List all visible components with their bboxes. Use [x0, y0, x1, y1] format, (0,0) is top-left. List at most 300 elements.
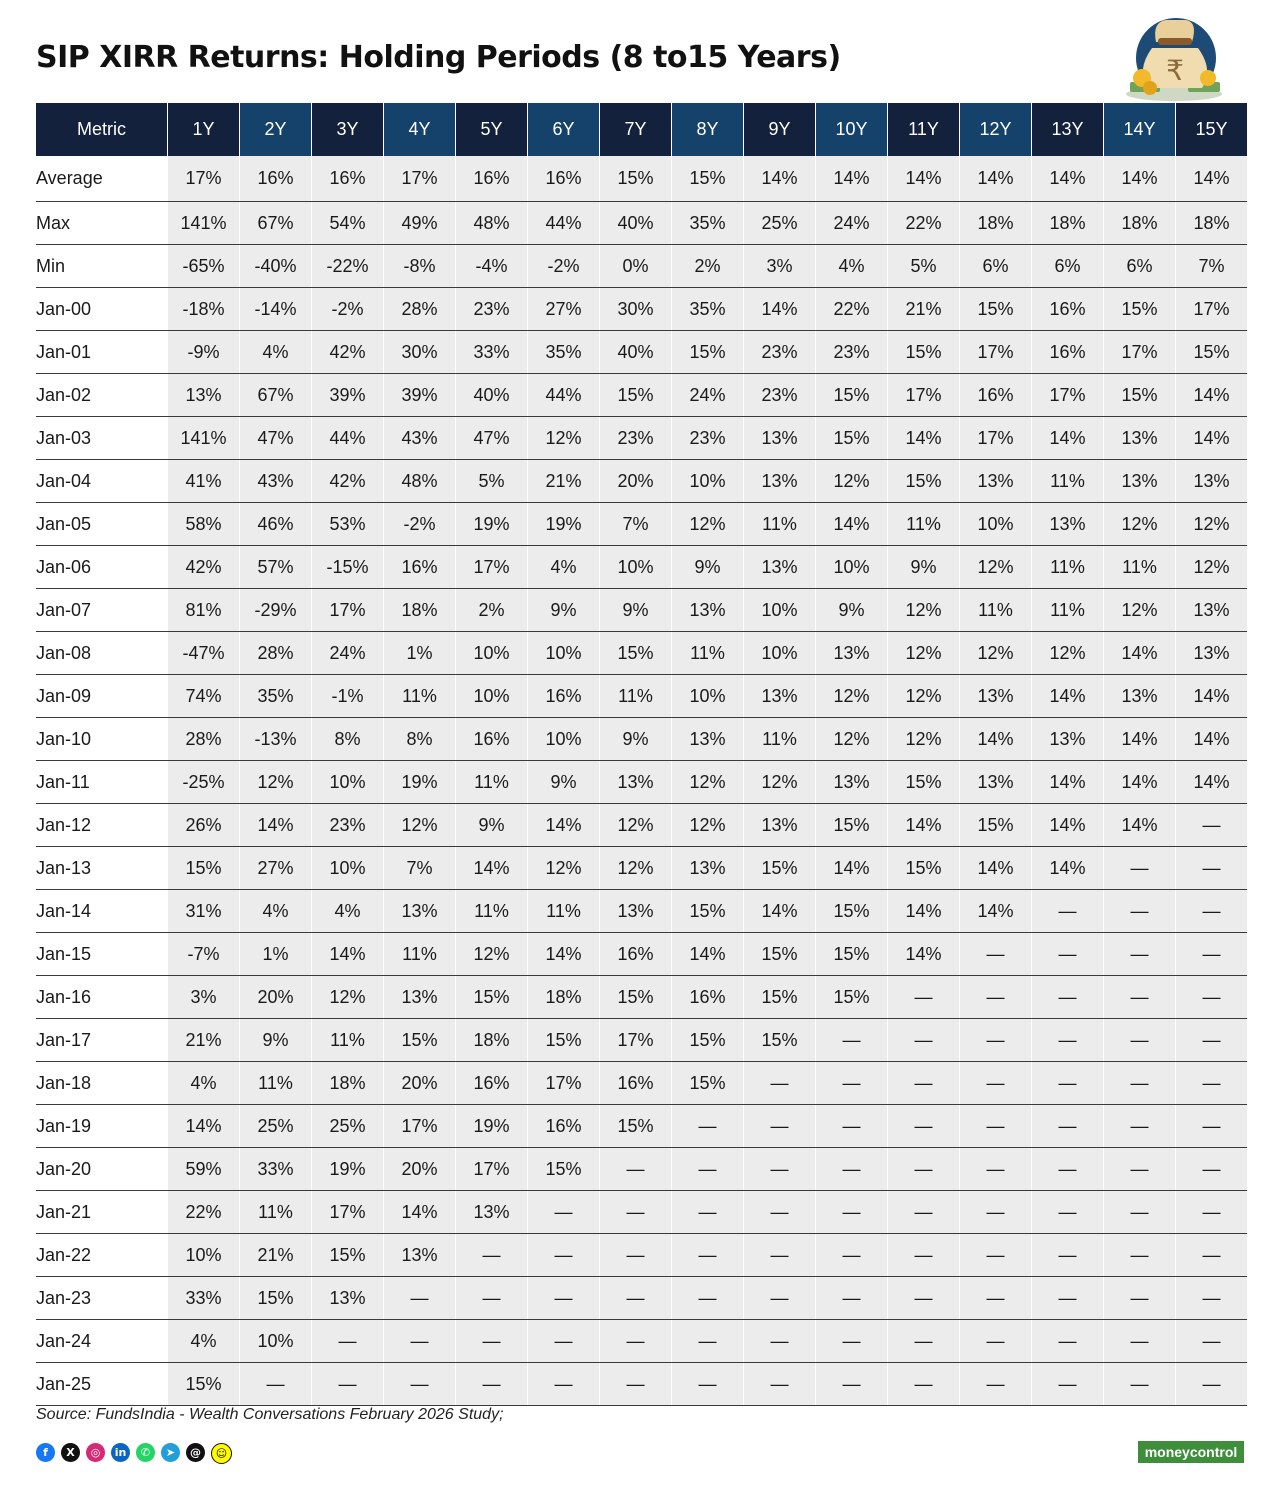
table-cell: 13% — [384, 1234, 456, 1277]
table-cell: 7% — [600, 503, 672, 546]
table-cell: 43% — [384, 417, 456, 460]
table-cell: 16% — [600, 1062, 672, 1105]
table-cell: — — [816, 1234, 888, 1277]
table-row — [36, 632, 1247, 675]
table-cell: — — [744, 1148, 816, 1191]
table-cell: 48% — [456, 202, 528, 245]
table-cell: 15% — [888, 331, 960, 374]
table-cell: 23% — [816, 331, 888, 374]
table-cell: 17% — [312, 1191, 384, 1234]
table-cell: 4% — [816, 245, 888, 288]
table-cell: 18% — [312, 1062, 384, 1105]
column-header-metric: Metric — [36, 103, 168, 156]
row-label: Jan-03 — [36, 417, 168, 460]
table-cell: — — [960, 1191, 1032, 1234]
table-cell: -18% — [168, 288, 240, 331]
table-cell: 11% — [1032, 589, 1104, 632]
table-cell: -2% — [312, 288, 384, 331]
table-cell: 15% — [1176, 331, 1248, 374]
table-cell: 18% — [1104, 202, 1176, 245]
table-cell: 3% — [744, 245, 816, 288]
table-cell: — — [456, 1277, 528, 1320]
table-cell: — — [888, 1191, 960, 1234]
table-row — [36, 1277, 1247, 1320]
table-cell: 14% — [744, 156, 816, 202]
table-cell: 11% — [456, 761, 528, 804]
table-cell: — — [888, 1363, 960, 1406]
row-label: Jan-19 — [36, 1105, 168, 1148]
table-cell: 46% — [240, 503, 312, 546]
table-cell: 14% — [1032, 847, 1104, 890]
table-cell: 20% — [384, 1062, 456, 1105]
table-cell: 44% — [528, 202, 600, 245]
table-cell: — — [1176, 804, 1248, 847]
table-cell: 13% — [960, 675, 1032, 718]
table-cell: 24% — [672, 374, 744, 417]
table-cell: 35% — [240, 675, 312, 718]
table-cell: 13% — [168, 374, 240, 417]
instagram-icon[interactable]: ◎ — [86, 1443, 105, 1462]
table-cell: 81% — [168, 589, 240, 632]
table-cell: — — [816, 1019, 888, 1062]
table-cell: — — [312, 1363, 384, 1406]
table-cell: 9% — [528, 761, 600, 804]
column-header-5y: 5Y — [456, 103, 528, 156]
table-cell: 42% — [312, 331, 384, 374]
table-cell: 0% — [600, 245, 672, 288]
table-cell: 17% — [600, 1019, 672, 1062]
table-cell: 5% — [888, 245, 960, 288]
table-cell: 14% — [312, 933, 384, 976]
table-cell: 13% — [1104, 417, 1176, 460]
row-label: Jan-24 — [36, 1320, 168, 1363]
table-cell: — — [1032, 890, 1104, 933]
row-label: Jan-10 — [36, 718, 168, 761]
table-cell: 19% — [312, 1148, 384, 1191]
table-row — [36, 675, 1247, 718]
table-cell: -15% — [312, 546, 384, 589]
table-cell: 30% — [384, 331, 456, 374]
table-cell: 14% — [384, 1191, 456, 1234]
table-cell: 23% — [600, 417, 672, 460]
table-cell: — — [1104, 933, 1176, 976]
table-cell: 26% — [168, 804, 240, 847]
table-cell: 27% — [240, 847, 312, 890]
table-cell: — — [1176, 933, 1248, 976]
table-cell: 10% — [456, 675, 528, 718]
table-cell: — — [744, 1320, 816, 1363]
table-cell: — — [816, 1148, 888, 1191]
table-cell: 14% — [1176, 156, 1248, 202]
table-cell: 17% — [456, 1148, 528, 1191]
table-cell: 15% — [528, 1019, 600, 1062]
table-cell: — — [888, 1277, 960, 1320]
table-cell: 49% — [384, 202, 456, 245]
table-cell: 24% — [816, 202, 888, 245]
table-cell: 17% — [1176, 288, 1248, 331]
table-row — [36, 761, 1247, 804]
table-cell: 13% — [816, 761, 888, 804]
table-cell: 13% — [1032, 503, 1104, 546]
table-cell: 12% — [600, 847, 672, 890]
row-label: Average — [36, 156, 168, 202]
table-cell: 30% — [600, 288, 672, 331]
table-cell: 12% — [888, 589, 960, 632]
table-cell: 19% — [528, 503, 600, 546]
table-cell: 11% — [960, 589, 1032, 632]
table-cell: — — [240, 1363, 312, 1406]
table-cell: 16% — [312, 156, 384, 202]
table-cell: 15% — [600, 976, 672, 1019]
table-cell: 39% — [384, 374, 456, 417]
table-cell: 16% — [600, 933, 672, 976]
table-cell: — — [744, 1277, 816, 1320]
row-label: Jan-00 — [36, 288, 168, 331]
table-cell: 13% — [672, 589, 744, 632]
moneycontrol-logo: moneycontrol — [1138, 1441, 1244, 1463]
table-cell: -47% — [168, 632, 240, 675]
table-cell: 2% — [672, 245, 744, 288]
table-cell: — — [744, 1234, 816, 1277]
table-cell: 15% — [888, 847, 960, 890]
table-cell: 16% — [240, 156, 312, 202]
table-cell: 11% — [744, 718, 816, 761]
table-cell: 28% — [168, 718, 240, 761]
table-cell: 14% — [816, 156, 888, 202]
whatsapp-icon[interactable]: ✆ — [136, 1443, 155, 1462]
table-cell: 40% — [600, 331, 672, 374]
row-label: Jan-20 — [36, 1148, 168, 1191]
table-cell: — — [888, 1062, 960, 1105]
table-cell: 10% — [240, 1320, 312, 1363]
table-cell: 12% — [816, 718, 888, 761]
table-cell: — — [600, 1363, 672, 1406]
table-cell: 13% — [960, 460, 1032, 503]
table-cell: 15% — [384, 1019, 456, 1062]
table-cell: — — [528, 1234, 600, 1277]
table-cell: 15% — [960, 288, 1032, 331]
row-label: Jan-14 — [36, 890, 168, 933]
table-cell: 15% — [960, 804, 1032, 847]
table-cell: 15% — [600, 156, 672, 202]
column-header-14y: 14Y — [1104, 103, 1176, 156]
table-cell: — — [960, 1062, 1032, 1105]
table-cell: — — [960, 1148, 1032, 1191]
table-cell: 11% — [312, 1019, 384, 1062]
table-cell: 16% — [1032, 331, 1104, 374]
table-row — [36, 976, 1247, 1019]
row-label: Jan-23 — [36, 1277, 168, 1320]
table-cell: 14% — [1032, 761, 1104, 804]
column-header-12y: 12Y — [960, 103, 1032, 156]
table-cell: 141% — [168, 417, 240, 460]
telegram-icon[interactable]: ➤ — [161, 1443, 180, 1462]
table-cell: 15% — [168, 847, 240, 890]
table-cell: — — [528, 1277, 600, 1320]
table-cell: 53% — [312, 503, 384, 546]
table-cell: 12% — [744, 761, 816, 804]
table-cell: — — [888, 1019, 960, 1062]
table-cell: 59% — [168, 1148, 240, 1191]
table-cell: -1% — [312, 675, 384, 718]
table-cell: — — [888, 1320, 960, 1363]
column-header-4y: 4Y — [384, 103, 456, 156]
table-cell: 57% — [240, 546, 312, 589]
table-cell: -2% — [384, 503, 456, 546]
row-label: Jan-09 — [36, 675, 168, 718]
table-cell: — — [1176, 1191, 1248, 1234]
table-cell: 12% — [1104, 589, 1176, 632]
table-cell: 5% — [456, 460, 528, 503]
row-label: Jan-04 — [36, 460, 168, 503]
table-row — [36, 1234, 1247, 1277]
table-cell: 17% — [1104, 331, 1176, 374]
table-row — [36, 1148, 1247, 1191]
table-cell: 14% — [1176, 718, 1248, 761]
table-cell: — — [1176, 847, 1248, 890]
table-cell: — — [384, 1277, 456, 1320]
table-cell: 14% — [672, 933, 744, 976]
table-cell: — — [744, 1191, 816, 1234]
table-cell: 4% — [168, 1320, 240, 1363]
table-cell: 21% — [528, 460, 600, 503]
table-cell: 14% — [1104, 761, 1176, 804]
table-cell: — — [888, 976, 960, 1019]
table-cell: 15% — [744, 1019, 816, 1062]
table-cell: 14% — [744, 890, 816, 933]
table-cell: 9% — [456, 804, 528, 847]
table-cell: — — [1032, 976, 1104, 1019]
table-cell: 12% — [816, 675, 888, 718]
table-cell: 15% — [672, 890, 744, 933]
row-label: Min — [36, 245, 168, 288]
table-cell: 12% — [1032, 632, 1104, 675]
table-cell: 44% — [312, 417, 384, 460]
table-cell: -22% — [312, 245, 384, 288]
table-cell: -13% — [240, 718, 312, 761]
column-header-13y: 13Y — [1032, 103, 1104, 156]
table-cell: — — [744, 1363, 816, 1406]
table-cell: 12% — [456, 933, 528, 976]
table-cell: 23% — [744, 331, 816, 374]
table-cell: 25% — [744, 202, 816, 245]
table-cell: 12% — [1176, 503, 1248, 546]
table-cell: 17% — [312, 589, 384, 632]
row-label: Jan-21 — [36, 1191, 168, 1234]
table-cell: 41% — [168, 460, 240, 503]
table-cell: 14% — [1032, 417, 1104, 460]
table-cell: 17% — [384, 156, 456, 202]
table-cell: 23% — [744, 374, 816, 417]
table-cell: — — [1032, 1062, 1104, 1105]
table-cell: 6% — [1104, 245, 1176, 288]
table-cell: 25% — [240, 1105, 312, 1148]
table-cell: 14% — [528, 933, 600, 976]
table-cell: 15% — [744, 847, 816, 890]
sip-xirr-table — [36, 103, 1247, 1406]
page-title: SIP XIRR Returns: Holding Periods (8 to15 Years) — [36, 40, 841, 75]
table-cell: 14% — [1104, 804, 1176, 847]
table-cell: — — [1176, 890, 1248, 933]
row-label: Jan-11 — [36, 761, 168, 804]
table-cell: 13% — [600, 761, 672, 804]
table-cell: 13% — [744, 460, 816, 503]
table-cell: 15% — [816, 374, 888, 417]
table-cell: 20% — [384, 1148, 456, 1191]
table-cell: 14% — [1176, 761, 1248, 804]
table-cell: 16% — [456, 1062, 528, 1105]
table-cell: -40% — [240, 245, 312, 288]
table-cell: 11% — [744, 503, 816, 546]
table-cell: 12% — [528, 847, 600, 890]
table-cell: 17% — [1032, 374, 1104, 417]
table-row — [36, 1191, 1247, 1234]
table-cell: -14% — [240, 288, 312, 331]
table-cell: 23% — [456, 288, 528, 331]
table-cell: 6% — [960, 245, 1032, 288]
table-cell: 14% — [816, 847, 888, 890]
table-cell: 14% — [960, 156, 1032, 202]
table-cell: 14% — [888, 933, 960, 976]
row-label: Jan-18 — [36, 1062, 168, 1105]
table-cell: — — [1104, 890, 1176, 933]
table-cell: 10% — [528, 632, 600, 675]
table-cell: — — [960, 976, 1032, 1019]
table-cell: — — [960, 1320, 1032, 1363]
table-cell: — — [384, 1320, 456, 1363]
table-cell: — — [744, 1062, 816, 1105]
table-cell: 7% — [1176, 245, 1248, 288]
linkedin-icon[interactable]: in — [111, 1443, 130, 1462]
table-cell: 15% — [816, 804, 888, 847]
table-cell: 10% — [600, 546, 672, 589]
table-cell: — — [1176, 1234, 1248, 1277]
table-cell: 35% — [672, 288, 744, 331]
table-cell: — — [600, 1191, 672, 1234]
table-cell: 33% — [456, 331, 528, 374]
table-cell: 42% — [168, 546, 240, 589]
table-cell: — — [528, 1320, 600, 1363]
table-cell: 47% — [456, 417, 528, 460]
table-cell: 7% — [384, 847, 456, 890]
table-cell: — — [312, 1320, 384, 1363]
table-row — [36, 847, 1247, 890]
table-cell: 3% — [168, 976, 240, 1019]
table-cell: 16% — [528, 1105, 600, 1148]
table-cell: 13% — [744, 546, 816, 589]
table-cell: 18% — [960, 202, 1032, 245]
row-label: Jan-25 — [36, 1363, 168, 1406]
row-label: Jan-01 — [36, 331, 168, 374]
table-cell: 13% — [744, 675, 816, 718]
table-cell: 11% — [384, 675, 456, 718]
table-cell: 16% — [456, 718, 528, 761]
table-cell: -65% — [168, 245, 240, 288]
snapchat-icon[interactable]: ☺ — [211, 1443, 232, 1464]
table-cell: — — [816, 1105, 888, 1148]
facebook-icon[interactable]: f — [36, 1443, 55, 1462]
table-cell: 15% — [240, 1277, 312, 1320]
column-header-3y: 3Y — [312, 103, 384, 156]
table-cell: — — [1032, 933, 1104, 976]
table-cell: — — [1032, 1148, 1104, 1191]
table-cell: 9% — [672, 546, 744, 589]
table-cell: 10% — [672, 460, 744, 503]
table-cell: — — [1176, 1105, 1248, 1148]
table-cell: 14% — [528, 804, 600, 847]
table-cell: — — [1104, 1062, 1176, 1105]
table-cell: 10% — [816, 546, 888, 589]
table-cell: 12% — [816, 460, 888, 503]
source-note: Source: FundsIndia - Wealth Conversations February 2026 Study; — [36, 1406, 504, 1423]
table-row — [36, 1105, 1247, 1148]
table-cell: — — [816, 1363, 888, 1406]
table-header-row — [36, 103, 1247, 156]
table-cell: 4% — [240, 331, 312, 374]
row-label: Jan-12 — [36, 804, 168, 847]
table-cell: 16% — [672, 976, 744, 1019]
table-cell: — — [1104, 1105, 1176, 1148]
table-cell: — — [456, 1363, 528, 1406]
table-cell: 18% — [384, 589, 456, 632]
table-cell: 14% — [1104, 156, 1176, 202]
table-cell: 11% — [1032, 460, 1104, 503]
table-cell: — — [672, 1191, 744, 1234]
table-cell: — — [1032, 1105, 1104, 1148]
table-cell: 12% — [1176, 546, 1248, 589]
table-cell: 10% — [960, 503, 1032, 546]
table-cell: -25% — [168, 761, 240, 804]
row-label: Jan-07 — [36, 589, 168, 632]
table-cell: — — [1032, 1191, 1104, 1234]
table-cell: — — [456, 1234, 528, 1277]
table-cell: 31% — [168, 890, 240, 933]
table-cell: 6% — [1032, 245, 1104, 288]
table-cell: 35% — [672, 202, 744, 245]
table-cell: 12% — [312, 976, 384, 1019]
table-cell: — — [1104, 1148, 1176, 1191]
table-cell: 8% — [312, 718, 384, 761]
table-cell: 17% — [384, 1105, 456, 1148]
table-cell: 4% — [312, 890, 384, 933]
table-cell: — — [1176, 976, 1248, 1019]
column-header-15y: 15Y — [1176, 103, 1248, 156]
table-cell: — — [1176, 1277, 1248, 1320]
table-cell: 22% — [888, 202, 960, 245]
table-cell: — — [1104, 1234, 1176, 1277]
table-cell: — — [888, 1234, 960, 1277]
table-cell: — — [528, 1363, 600, 1406]
column-header-10y: 10Y — [816, 103, 888, 156]
threads-icon[interactable]: @ — [186, 1443, 205, 1462]
x-icon[interactable]: X — [61, 1443, 80, 1462]
table-cell: 15% — [816, 417, 888, 460]
table-cell: 43% — [240, 460, 312, 503]
table-cell: 4% — [528, 546, 600, 589]
row-label: Jan-02 — [36, 374, 168, 417]
table-cell: — — [888, 1105, 960, 1148]
table-cell: 14% — [888, 804, 960, 847]
table-cell: — — [672, 1234, 744, 1277]
table-cell: 28% — [240, 632, 312, 675]
table-cell: 15% — [600, 374, 672, 417]
table-cell: 33% — [168, 1277, 240, 1320]
table-cell: 12% — [960, 632, 1032, 675]
table-row — [36, 503, 1247, 546]
table-cell: — — [672, 1277, 744, 1320]
table-cell: 11% — [1032, 546, 1104, 589]
table-cell: 11% — [240, 1191, 312, 1234]
